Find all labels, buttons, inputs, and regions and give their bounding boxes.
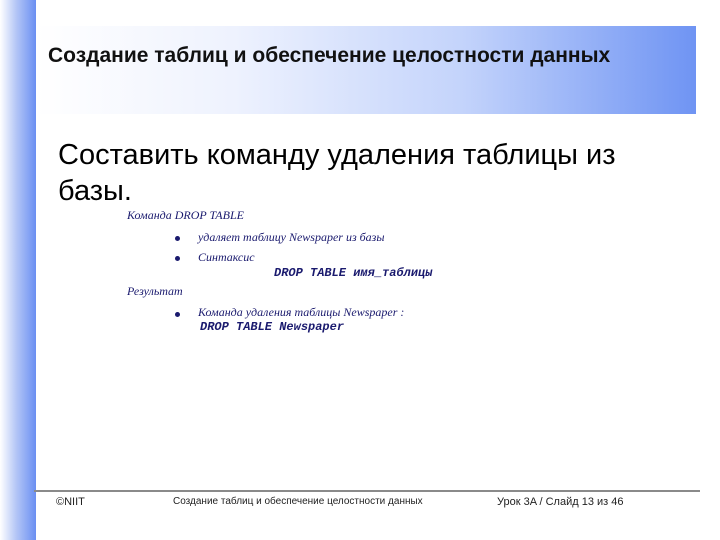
bullet-dot-3 [175, 312, 180, 317]
result-label: Результат [127, 284, 183, 298]
bullet-item-3: Команда удаления таблицы Newspaper : [198, 305, 405, 319]
bullet-item-1: удаляет таблицу Newspaper из базы [198, 230, 385, 244]
footer-copyright: ©NIIT [56, 496, 85, 508]
bullet-dot-1 [175, 236, 180, 241]
syntax-code: DROP TABLE имя_таблицы [274, 266, 433, 280]
footer-slide-number: Урок 3A / Слайд 13 из 46 [497, 496, 624, 508]
bullet-dot-2 [175, 256, 180, 261]
slide-heading: Составить команду удаления таблицы из базы. [58, 139, 616, 207]
bullet-item-2: Синтаксис [198, 250, 255, 264]
slide-title: Создание таблиц и обеспечение целостности данных [48, 44, 611, 67]
result-code: DROP TABLE Newspaper [200, 320, 345, 334]
footer-divider [34, 490, 700, 492]
footer-course-title: Создание таблиц и обеспечение целостности данных [173, 496, 423, 507]
command-label: Команда DROP TABLE [127, 208, 244, 222]
